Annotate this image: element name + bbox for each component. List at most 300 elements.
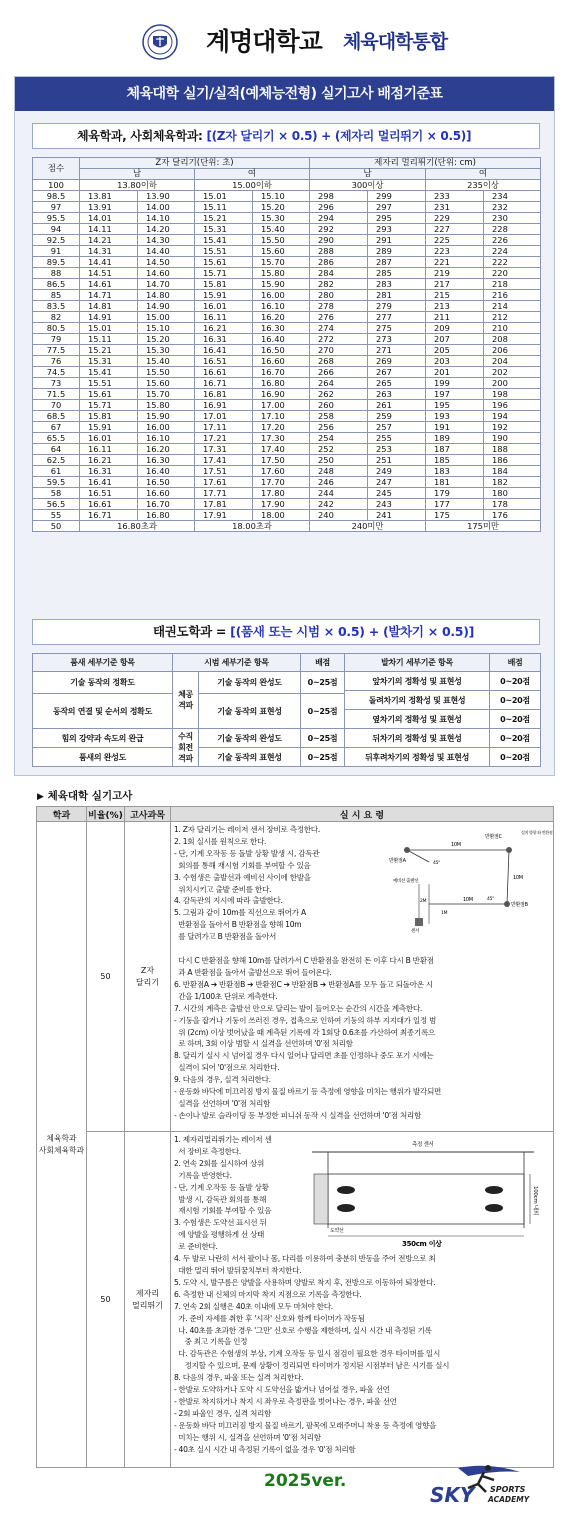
zrun-male-min: 14.91 — [80, 312, 138, 323]
jump-male-max: 277 — [368, 312, 426, 323]
zrun-female-min: 16.41 — [195, 345, 253, 356]
table-row — [33, 323, 541, 334]
zrun-male-min: 15.91 — [80, 422, 138, 433]
zrun-female-max: 16.40 — [253, 334, 310, 345]
score-cell: 100 — [33, 180, 80, 191]
zrun-male-max: 14.10 — [138, 213, 195, 224]
jump-female-min: 195 — [426, 400, 484, 411]
jump-female-min: 207 — [426, 334, 484, 345]
jump-male-min: 294 — [310, 213, 368, 224]
jump-female-max: 186 — [484, 455, 541, 466]
zrun-female-max: 17.30 — [253, 433, 310, 444]
procedure-line: 3. 수험생은 출발선과 예비선 사이에 한발을 — [174, 872, 311, 882]
demo-group-1: 체공 격파 — [173, 672, 199, 729]
procedure-line: 다. 감독관은 수험생의 부상, 기계 오작동 등 일시 점검이 필요한 경우 타이머를 일시 — [174, 1349, 440, 1359]
header-zrun: Z자 달리기(단위: 초) — [80, 158, 310, 169]
procedure-line: 로 준비한다. — [174, 1242, 218, 1252]
jump-male-min: 290 — [310, 235, 368, 246]
table-row — [33, 312, 541, 323]
zrun-male-min: 14.21 — [80, 235, 138, 246]
zrun-male-max: 15.40 — [138, 356, 195, 367]
score-cell: 71.5 — [33, 389, 80, 400]
table-row — [33, 345, 541, 356]
jump-male-min: 262 — [310, 389, 368, 400]
zrun-female-max: 16.00 — [253, 290, 310, 301]
score-cell: 89.5 — [33, 257, 80, 268]
jump-male-min: 258 — [310, 411, 368, 422]
jump-female-min: 189 — [426, 433, 484, 444]
table-row — [33, 488, 541, 499]
banner-title: 체육대학 실기/실적(예체능전형) 실기고사 배점기준표 — [15, 77, 554, 111]
score-cell: 97 — [33, 202, 80, 213]
zrun-female-min: 17.51 — [195, 466, 253, 477]
procedure-line: - 2회 파울인 경우, 실격 처리함 — [174, 1408, 272, 1418]
jump-female-min: 203 — [426, 356, 484, 367]
zrun-male-max: 14.80 — [138, 290, 195, 301]
demo-item: 기술 동작의 완성도 — [199, 672, 301, 694]
zrun-female-max: 17.40 — [253, 444, 310, 455]
procedure-line: 에 양발을 평행하게 선 상태 — [174, 1230, 265, 1240]
zrun-female-min: 15.81 — [195, 279, 253, 290]
jump-male-min: 278 — [310, 301, 368, 312]
zrun-female-min: 17.71 — [195, 488, 253, 499]
procedure-line: 5. 도약 시, 발구름은 양발을 사용하며 양발로 착지 후, 전방으로 이동하여 퇴장한다. — [174, 1277, 436, 1287]
table-row — [33, 334, 541, 345]
zrun-male-max: 15.30 — [138, 345, 195, 356]
table-row — [33, 466, 541, 477]
zrun-female-max: 15.70 — [253, 257, 310, 268]
zrun-male-max: 16.40 — [138, 466, 195, 477]
page-header — [0, 0, 568, 68]
crit-h4: 발차기 세부기준 항목 — [345, 654, 490, 672]
procedure-line: - 기둥을 잡거나 기둥이 쓰러진 경우, 접촉으로 인하여 기둥의 하부 지지대가 일정 범 — [174, 1015, 437, 1025]
zrun-female-max: 16.70 — [253, 367, 310, 378]
poomsae-item: 동작의 연결 및 순서의 정확도 — [33, 694, 173, 729]
zrun-male-max: 14.90 — [138, 301, 195, 312]
zrun-male-max: 14.50 — [138, 257, 195, 268]
procedure-line: 회의를 통해 재시험 기회를 부여할 수 있음 — [174, 860, 311, 870]
fig-1m: 1M — [441, 911, 448, 916]
table-row — [33, 411, 541, 422]
jump-male-min: 254 — [310, 433, 368, 444]
score-cell: 92.5 — [33, 235, 80, 246]
formula-taekwondo — [32, 619, 540, 645]
jump-male-min: 266 — [310, 367, 368, 378]
zrun-female-min: 17.61 — [195, 477, 253, 488]
score-cell: 64 — [33, 444, 80, 455]
zrun-female-min: 16.31 — [195, 334, 253, 345]
score-cell: 85 — [33, 290, 80, 301]
zrun-male-min: 16.21 — [80, 455, 138, 466]
jump-procedure — [171, 1132, 554, 1468]
table-row-top — [33, 180, 541, 191]
jump-male-min: 274 — [310, 323, 368, 334]
jump-female-min: 225 — [426, 235, 484, 246]
zrun-female-min: 17.11 — [195, 422, 253, 433]
criteria-table — [32, 653, 541, 767]
zrun-female-max: 15.40 — [253, 224, 310, 235]
jump-female-min: 209 — [426, 323, 484, 334]
zrun-female-min: 15.41 — [195, 235, 253, 246]
zrun-female-max: 15.90 — [253, 279, 310, 290]
jump-female-max: 226 — [484, 235, 541, 246]
procedure-line: 4. 두 발로 나란히 서서 팔이나 몸, 다리를 이용하여 충분히 반동을 주어 전방으로 최 — [174, 1254, 436, 1264]
zrun-male-max: 14.60 — [138, 268, 195, 279]
score-cell: 82 — [33, 312, 80, 323]
jump-female-min: 179 — [426, 488, 484, 499]
zrun-female-min: 16.11 — [195, 312, 253, 323]
procedure-line: 나. 40초를 초과한 경우 '그만' 신호로 수행을 제한하며, 실시 시간 내 측정된 기록 — [174, 1325, 432, 1335]
college-name: 체육대학통합 — [343, 31, 448, 53]
university-name: 계명대학교 — [206, 27, 322, 56]
zrun-female-min: 16.91 — [195, 400, 253, 411]
procedure-line — [174, 943, 550, 955]
jump-female-cell: 235이상 — [426, 180, 541, 191]
score-cell: 73 — [33, 378, 80, 389]
zrun-male-min: 14.01 — [80, 213, 138, 224]
procedure-line: 위치시키고 출발 준비를 한다. — [174, 884, 272, 894]
demo-item: 기술 동작의 완성도 — [199, 729, 301, 748]
jump-female-max: 210 — [484, 323, 541, 334]
zrun-male-min: 15.81 — [80, 411, 138, 422]
kick-points: 0~20점 — [490, 729, 541, 748]
procedure-line: 실격을 선언하며 '0'점 처리함 — [174, 1098, 271, 1108]
jump-female-max: 190 — [484, 433, 541, 444]
score-cell: 67 — [33, 422, 80, 433]
jump-female-max: 194 — [484, 411, 541, 422]
jump-male-max: 293 — [368, 224, 426, 235]
zrun-male-min: 16.31 — [80, 466, 138, 477]
table-row — [33, 455, 541, 466]
zrun-male-max: 16.00 — [138, 422, 195, 433]
fig-return-c: 반환점C — [485, 834, 502, 840]
header-jump: 제자리 멀리뛰기(단위: cm) — [310, 158, 541, 169]
jump-male-max: 245 — [368, 488, 426, 499]
score-cell: 91 — [33, 246, 80, 257]
jump-female-max: 224 — [484, 246, 541, 257]
jump-female-min: 175 — [426, 510, 484, 521]
procedure-line: 4. 감독관의 지시에 따라 출발한다. — [174, 896, 283, 906]
demo-group-2: 수직 회전 격파 — [173, 729, 199, 767]
jump-female-min: 213 — [426, 301, 484, 312]
jump-male-max: 243 — [368, 499, 426, 510]
fig-note: 설치 방향 좌 반환점 — [521, 830, 553, 835]
table-row — [33, 422, 541, 433]
kick-points: 0~20점 — [490, 748, 541, 767]
procedure-line: 재시험 기회를 부여할 수 있음 — [174, 1206, 272, 1216]
fig-return-b: 반환점B — [511, 902, 528, 908]
jump-male-max: 291 — [368, 235, 426, 246]
jump-male-min: 288 — [310, 246, 368, 257]
zrun-male-min: 15.61 — [80, 389, 138, 400]
jump-male-min: 280 — [310, 290, 368, 301]
procedure-line: - 운동화 바닥 미끄러짐 방지 물질 바르기, 팔목에 모래주머니 착용 등 측정에 영향을 — [174, 1420, 437, 1430]
procedure-line: 5. 그림과 같이 10m를 직선으로 뛰어가 A — [174, 908, 306, 918]
jump-female-min: 223 — [426, 246, 484, 257]
table-row — [33, 268, 541, 279]
score-cell: 94 — [33, 224, 80, 235]
demo-points: 0~25점 — [301, 748, 345, 767]
score-cell: 88 — [33, 268, 80, 279]
table-row — [33, 499, 541, 510]
zrun-male-max: 16.20 — [138, 444, 195, 455]
zrun-female-min: 15.91 — [195, 290, 253, 301]
jump-female-min: 199 — [426, 378, 484, 389]
procedure-line: 6. 측정한 내 신체의 마지막 착지 지점으로 기록을 측정한다. — [174, 1289, 362, 1299]
jump-female-min: 215 — [426, 290, 484, 301]
zrun-male-max: 14.30 — [138, 235, 195, 246]
kick-item: 옆차기의 정확성 및 표현성 — [345, 710, 490, 729]
score-cell: 80.5 — [33, 323, 80, 334]
zrun-male-max: 14.00 — [138, 202, 195, 213]
exam-h-ratio: 비율(%) — [87, 807, 125, 822]
svg-text:ACADEMY: ACADEMY — [488, 1495, 530, 1504]
procedure-line: 중 최고 기록을 인정 — [174, 1337, 248, 1347]
jump-female-max: 222 — [484, 257, 541, 268]
kick-item: 뒤차기의 정확성 및 표현성 — [345, 729, 490, 748]
zrun-male-max: 15.50 — [138, 367, 195, 378]
jump-male-max: 267 — [368, 367, 426, 378]
jump-male-max: 259 — [368, 411, 426, 422]
procedure-line: - 40초 실시 시간 내 측정된 기록이 없을 경우 '0'점 처리함 — [174, 1444, 356, 1454]
zrun-female-min: 16.51 — [195, 356, 253, 367]
zrun-male-max: 16.60 — [138, 488, 195, 499]
sky-sports-academy-logo — [428, 1462, 538, 1508]
demo-points: 0~25점 — [301, 729, 345, 748]
jump-female-min: 201 — [426, 367, 484, 378]
jump-male-min: 298 — [310, 191, 368, 202]
crit-h1: 품새 세부기준 항목 — [33, 654, 173, 672]
score-cell: 70 — [33, 400, 80, 411]
score-cell: 95.5 — [33, 213, 80, 224]
procedure-line: 7. 시간의 계측은 출발선 안으로 달리는 발이 들어오는 순간의 시간을 계측한다. — [174, 1003, 422, 1013]
zrun-male-max: 16.10 — [138, 433, 195, 444]
jump-female-max: 184 — [484, 466, 541, 477]
fig-angle-2: 45° — [487, 897, 495, 902]
zrun-male-min: 16.11 — [80, 444, 138, 455]
procedure-line: - 단, 기계 오작동 등 돌발 상황 발생 시, 감독관 — [174, 848, 320, 858]
crit-h3: 배점 — [301, 654, 345, 672]
table-row — [33, 378, 541, 389]
crit-h5: 배점 — [490, 654, 541, 672]
jump-male-min: 296 — [310, 202, 368, 213]
zrun-female-min: 15.51 — [195, 246, 253, 257]
procedure-line: - 운동화 바닥에 미끄러짐 방지 물질 바르기 등 측정에 영향을 미치는 행위가 발각되면 — [174, 1087, 442, 1097]
svg-text:SKY: SKY — [430, 1483, 475, 1507]
jump-male-min: 244 — [310, 488, 368, 499]
scoring-box — [14, 76, 555, 776]
header-zrun-male: 남 — [80, 169, 195, 180]
jump-female-max: 216 — [484, 290, 541, 301]
zrun-male-min: 14.51 — [80, 268, 138, 279]
zrun-male-min: 16.61 — [80, 499, 138, 510]
zrun-male-max: 15.00 — [138, 312, 195, 323]
jump-male-max: 257 — [368, 422, 426, 433]
procedure-line: 미치는 행위 시, 실격을 선언하며 '0'점 처리함 — [174, 1432, 321, 1442]
fig-10m-label-3: 10M — [513, 875, 523, 881]
section-title — [37, 788, 132, 803]
score-cell: 74.5 — [33, 367, 80, 378]
procedure-line: 8. 달리기 실시 시 넘어질 경우 다시 일어나 달리면 초를 인정하나 중도 포기 시에는 — [174, 1051, 434, 1061]
score-cell: 68.5 — [33, 411, 80, 422]
jump-male-max: 299 — [368, 191, 426, 202]
bottom-jf-cell: 175미만 — [426, 521, 541, 532]
zrun-male-max: 15.10 — [138, 323, 195, 334]
jump-female-min: 183 — [426, 466, 484, 477]
zrun-male-min: 14.81 — [80, 301, 138, 312]
jump-female-min: 177 — [426, 499, 484, 510]
section-title-text: 체육대학 실기고사 — [47, 790, 133, 802]
kick-item: 돌려차기의 정확성 및 표현성 — [345, 691, 490, 710]
kick-item: 뒤후려차기의 정확성 및 표현성 — [345, 748, 490, 767]
table-row — [33, 290, 541, 301]
jump-male-min: 282 — [310, 279, 368, 290]
jump-female-max: 198 — [484, 389, 541, 400]
jump-female-min: 217 — [426, 279, 484, 290]
zrun-male-min: 15.71 — [80, 400, 138, 411]
zrun-female-max: 16.50 — [253, 345, 310, 356]
zrun-female-max: 17.80 — [253, 488, 310, 499]
exam-h-dept: 학과 — [37, 807, 87, 822]
table-row-bottom — [33, 521, 541, 532]
zrun-male-min: 16.41 — [80, 477, 138, 488]
zrun-female-max: 17.60 — [253, 466, 310, 477]
zrun-female-min: 16.71 — [195, 378, 253, 389]
zrun-female-min: 15.01 — [195, 191, 253, 202]
fig-angle: 45° — [433, 861, 441, 866]
arrow-icon: ▶ — [37, 792, 44, 802]
jump-male-max: 265 — [368, 378, 426, 389]
jump-male-min: 252 — [310, 444, 368, 455]
formula-pe — [32, 123, 540, 149]
header-score: 점수 — [33, 158, 80, 180]
jump-male-max: 283 — [368, 279, 426, 290]
zrun-male-cell: 13.80이하 — [80, 180, 195, 191]
zrun-female-max: 15.60 — [253, 246, 310, 257]
zrun-male-min: 14.41 — [80, 257, 138, 268]
jump-male-max: 253 — [368, 444, 426, 455]
jump-female-max: 228 — [484, 224, 541, 235]
zrun-ratio: 50 — [87, 822, 125, 1132]
jump-male-min: 270 — [310, 345, 368, 356]
formula-pe-expr: [(Z자 달리기 × 0.5) + (제자리 멀리뛰기 × 0.5)] — [206, 129, 472, 143]
poomsae-item: 기술 동작의 정확도 — [33, 672, 173, 694]
score-cell: 61 — [33, 466, 80, 477]
zrun-subject: Z자 달리기 — [125, 822, 171, 1132]
score-cell: 62.5 — [33, 455, 80, 466]
kick-points: 0~20점 — [490, 710, 541, 729]
exam-dept: 체육학과 사회체육학과 — [37, 822, 87, 1468]
procedure-line: 2. 1회 실시를 원칙으로 한다. — [174, 836, 267, 846]
jump-male-max: 279 — [368, 301, 426, 312]
zrun-male-max: 14.70 — [138, 279, 195, 290]
procedure-line: 9. 다음의 경우, 실격 처리한다. — [174, 1075, 271, 1085]
formula-tk-expr: [(품새 또는 시범 × 0.5) + (발차기 × 0.5)] — [230, 624, 475, 639]
jump-female-max: 212 — [484, 312, 541, 323]
score-cell: 83.5 — [33, 301, 80, 312]
zrun-female-min: 16.21 — [195, 323, 253, 334]
jump-female-max: 230 — [484, 213, 541, 224]
zrun-female-max: 16.80 — [253, 378, 310, 389]
jump-female-max: 218 — [484, 279, 541, 290]
jump-female-max: 234 — [484, 191, 541, 202]
crit-h2: 시범 세부기준 항목 — [173, 654, 301, 672]
jump-female-max: 204 — [484, 356, 541, 367]
procedure-line: 간을 1/100초 단위로 계측한다. — [174, 991, 278, 1001]
score-cell: 77.5 — [33, 345, 80, 356]
table-row — [33, 356, 541, 367]
table-row — [33, 191, 541, 202]
jump-male-max: 269 — [368, 356, 426, 367]
fig-return-a: 반환점A — [389, 858, 406, 864]
jump-board-figure — [306, 1136, 546, 1254]
zrun-female-max: 16.90 — [253, 389, 310, 400]
zrun-male-max: 13.90 — [138, 191, 195, 202]
jump-male-min: 248 — [310, 466, 368, 477]
jump-male-max: 251 — [368, 455, 426, 466]
score-cell: 65.5 — [33, 433, 80, 444]
demo-item: 기술 동작의 표현성 — [199, 748, 301, 767]
jump-female-min: 181 — [426, 477, 484, 488]
score-cell: 86.5 — [33, 279, 80, 290]
jump-male-min: 260 — [310, 400, 368, 411]
fig-10m-label-2: 10M — [463, 897, 473, 903]
table-row — [33, 477, 541, 488]
poomsae-item: 품새의 완성도 — [33, 748, 173, 767]
zrun-male-min: 15.51 — [80, 378, 138, 389]
demo-points: 0~25점 — [301, 694, 345, 729]
jump-female-min: 187 — [426, 444, 484, 455]
fig-length-label: 350cm 이상 — [402, 1240, 442, 1248]
zrun-female-min: 15.31 — [195, 224, 253, 235]
jump-female-min: 205 — [426, 345, 484, 356]
jump-female-max: 200 — [484, 378, 541, 389]
zrun-female-min: 15.71 — [195, 268, 253, 279]
procedure-line: 7. 연속 2회 실행은 40초 이내에 모두 마쳐야 한다. — [174, 1301, 333, 1311]
procedure-line: 1. 제자리멀리뛰기는 레이저 센 — [174, 1135, 272, 1144]
zrun-female-max: 18.00 — [253, 510, 310, 521]
score-cell: 59.5 — [33, 477, 80, 488]
header-zrun-female: 여 — [195, 169, 310, 180]
jump-female-min: 219 — [426, 268, 484, 279]
procedure-line: 6. 반환점A ➔ 반환점B ➔ 반환점C ➔ 반환점B ➔ 반환점A를 모두 돌고 되돌아온 시 — [174, 979, 433, 989]
fig-sensor-label: 측정 센서 — [412, 1142, 434, 1148]
zrun-female-min: 17.41 — [195, 455, 253, 466]
kick-item: 앞차기의 정확성 및 표현성 — [345, 672, 490, 691]
bottom-zm-cell: 16.80초과 — [80, 521, 195, 532]
table-row — [33, 235, 541, 246]
jump-male-min: 256 — [310, 422, 368, 433]
zrun-female-max: 16.30 — [253, 323, 310, 334]
jump-female-max: 192 — [484, 422, 541, 433]
exam-table — [36, 806, 554, 1468]
jump-male-max: 241 — [368, 510, 426, 521]
jump-female-max: 182 — [484, 477, 541, 488]
score-cell: 98.5 — [33, 191, 80, 202]
zrun-male-min: 13.81 — [80, 191, 138, 202]
fig-width-label: 100cm 내외 — [532, 1186, 538, 1215]
table-row — [33, 257, 541, 268]
jump-male-min: 242 — [310, 499, 368, 510]
zrun-male-max: 16.30 — [138, 455, 195, 466]
procedure-line: 가. 준비 자세를 취한 후 '시작' 신호와 함께 타이머가 작동됨 — [174, 1313, 365, 1323]
zrun-female-min: 16.81 — [195, 389, 253, 400]
formula-pe-label: 체육학과, 사회체육학과: — [77, 129, 207, 143]
zrun-female-min: 17.91 — [195, 510, 253, 521]
procedure-line: 기록을 반영한다. — [174, 1170, 232, 1180]
jump-male-min: 276 — [310, 312, 368, 323]
zrun-female-cell: 15.00이하 — [195, 180, 310, 191]
